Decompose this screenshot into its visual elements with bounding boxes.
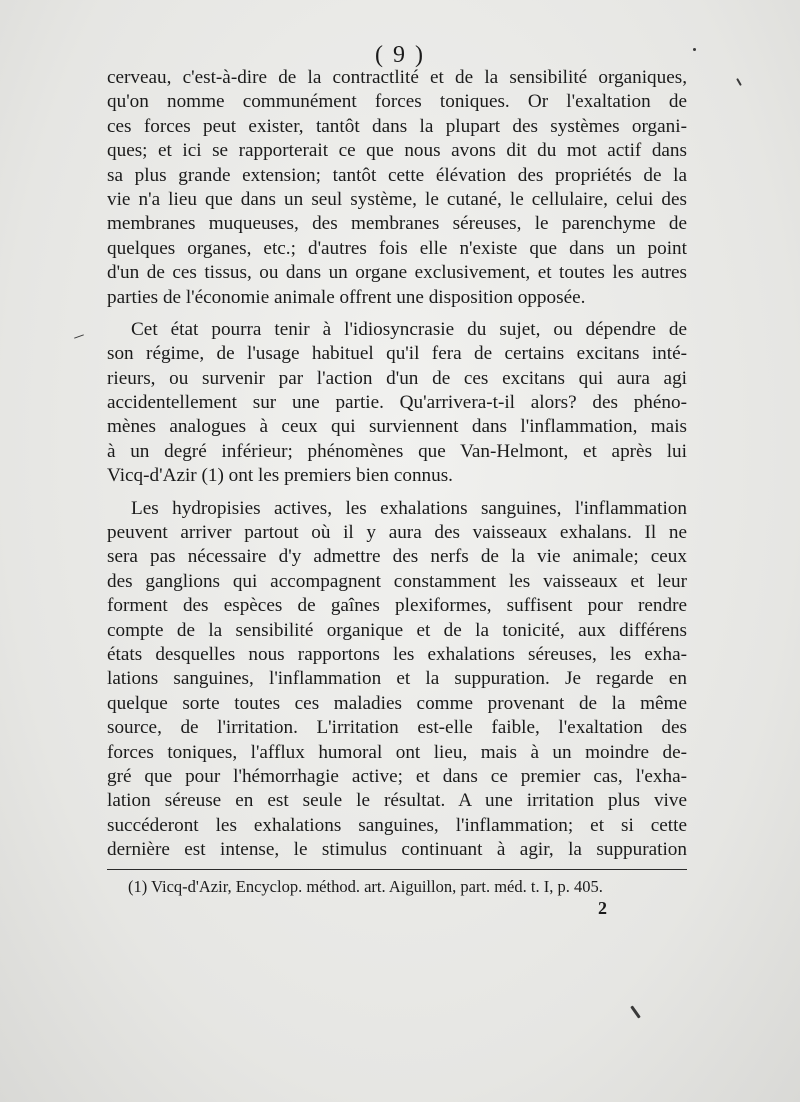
text-line: rieurs, ou survenir par l'action d'un de ces excitans qui aura agi <box>107 367 687 389</box>
text-line: quelque sorte toutes ces maladies comme provenant de la même <box>107 692 687 714</box>
text-line: accidentellement sur une partie. Qu'arrivera-t-il alors? des phéno- <box>107 392 687 414</box>
text-line: Cet état pourra tenir à l'idiosyncrasie du sujet, ou dépendre de <box>131 318 687 340</box>
page-number: ( 9 ) <box>375 42 425 68</box>
text-line: son régime, de l'usage habituel qu'il fera de certains excitans inté- <box>107 343 687 365</box>
text-line: succéderont les exhalations sanguines, l'inflammation; et si cette <box>107 814 687 836</box>
paragraph-1 <box>107 66 687 310</box>
body-text <box>107 66 687 871</box>
text-line: sera pas nécessaire d'y admettre des nerfs de la vie animale; ceux <box>107 546 687 568</box>
footnote-divider <box>107 869 687 870</box>
text-line: ces forces peut exister, tantôt dans la plupart des systèmes organi- <box>107 115 687 137</box>
text-line: cerveau, c'est-à-dire de la contractlité et de la sensibilité organiques, <box>107 67 687 88</box>
text-line: parties de l'économie animale offrent une disposition opposée. <box>107 286 586 308</box>
text-line: gré que pour l'hémorrhagie active; et dans ce premier cas, l'exha- <box>107 765 687 787</box>
signature-mark: 2 <box>598 898 607 918</box>
text-line: quelques organes, etc.; d'autres fois elle n'existe que dans un point <box>107 237 687 259</box>
ink-speck <box>693 48 696 51</box>
text-line: lation séreuse en est seule le résultat. A une irritation plus vive <box>107 790 687 812</box>
text-line: ques; et ici se rapporterait ce que nous avons dit du mot actif dans <box>107 140 687 162</box>
text-line: états desquelles nous rapportons les exhalations séreuses, les exha- <box>107 643 687 665</box>
text-line: vie n'a lieu que dans un seul système, le cutané, le cellulaire, celui des <box>107 188 687 210</box>
text-line: forces toniques, l'afflux humoral ont lieu, mais à un moindre de- <box>107 741 687 763</box>
text-line: source, de l'irritation. L'irritation est-elle faible, l'exaltation des <box>107 717 687 739</box>
text-line: mènes analogues à ceux qui surviennent dans l'inflammation, mais <box>107 416 687 438</box>
paragraph-3 <box>107 497 687 863</box>
paragraph-2 <box>107 318 687 489</box>
text-line: compte de la sensibilité organique et de la tonicité, aux différens <box>107 619 687 641</box>
text-line: qu'on nomme communément forces toniques. Or l'exaltation de <box>107 91 687 113</box>
text-line: à un degré inférieur; phénomènes que Van-Helmont, et après lui <box>107 440 687 462</box>
text-line: Vicq-d'Azir (1) ont les premiers bien connus. <box>107 465 453 487</box>
text-line: forment des espèces de gaînes plexiformes, suffisent pour rendre <box>107 595 687 617</box>
text-line: peuvent arriver partout où il y aura des vaisseaux exhalans. Il ne <box>107 522 687 544</box>
text-line: membranes muqueuses, des membranes séreuses, le parenchyme de <box>107 213 687 235</box>
text-line: dernière est intense, le stimulus continuant à agir, la suppuration <box>107 839 687 861</box>
footnote: (1) Vicq-d'Azir, Encyclop. méthod. art. Aiguillon, part. méd. t. I, p. 405. <box>128 877 603 896</box>
text-line: lations sanguines, l'inflammation et la suppuration. Je regarde en <box>107 668 687 690</box>
text-line: d'un de ces tissus, ou dans un organe exclusivement, et toutes les autres <box>107 262 687 284</box>
text-line: des ganglions qui accompagnent constamment les vaisseaux et leur <box>107 570 687 592</box>
text-line: Les hydropisies actives, les exhalations sanguines, l'inflammation <box>131 497 687 519</box>
text-line: sa plus grande extension; tantôt cette élévation des propriétés de la <box>107 164 687 186</box>
